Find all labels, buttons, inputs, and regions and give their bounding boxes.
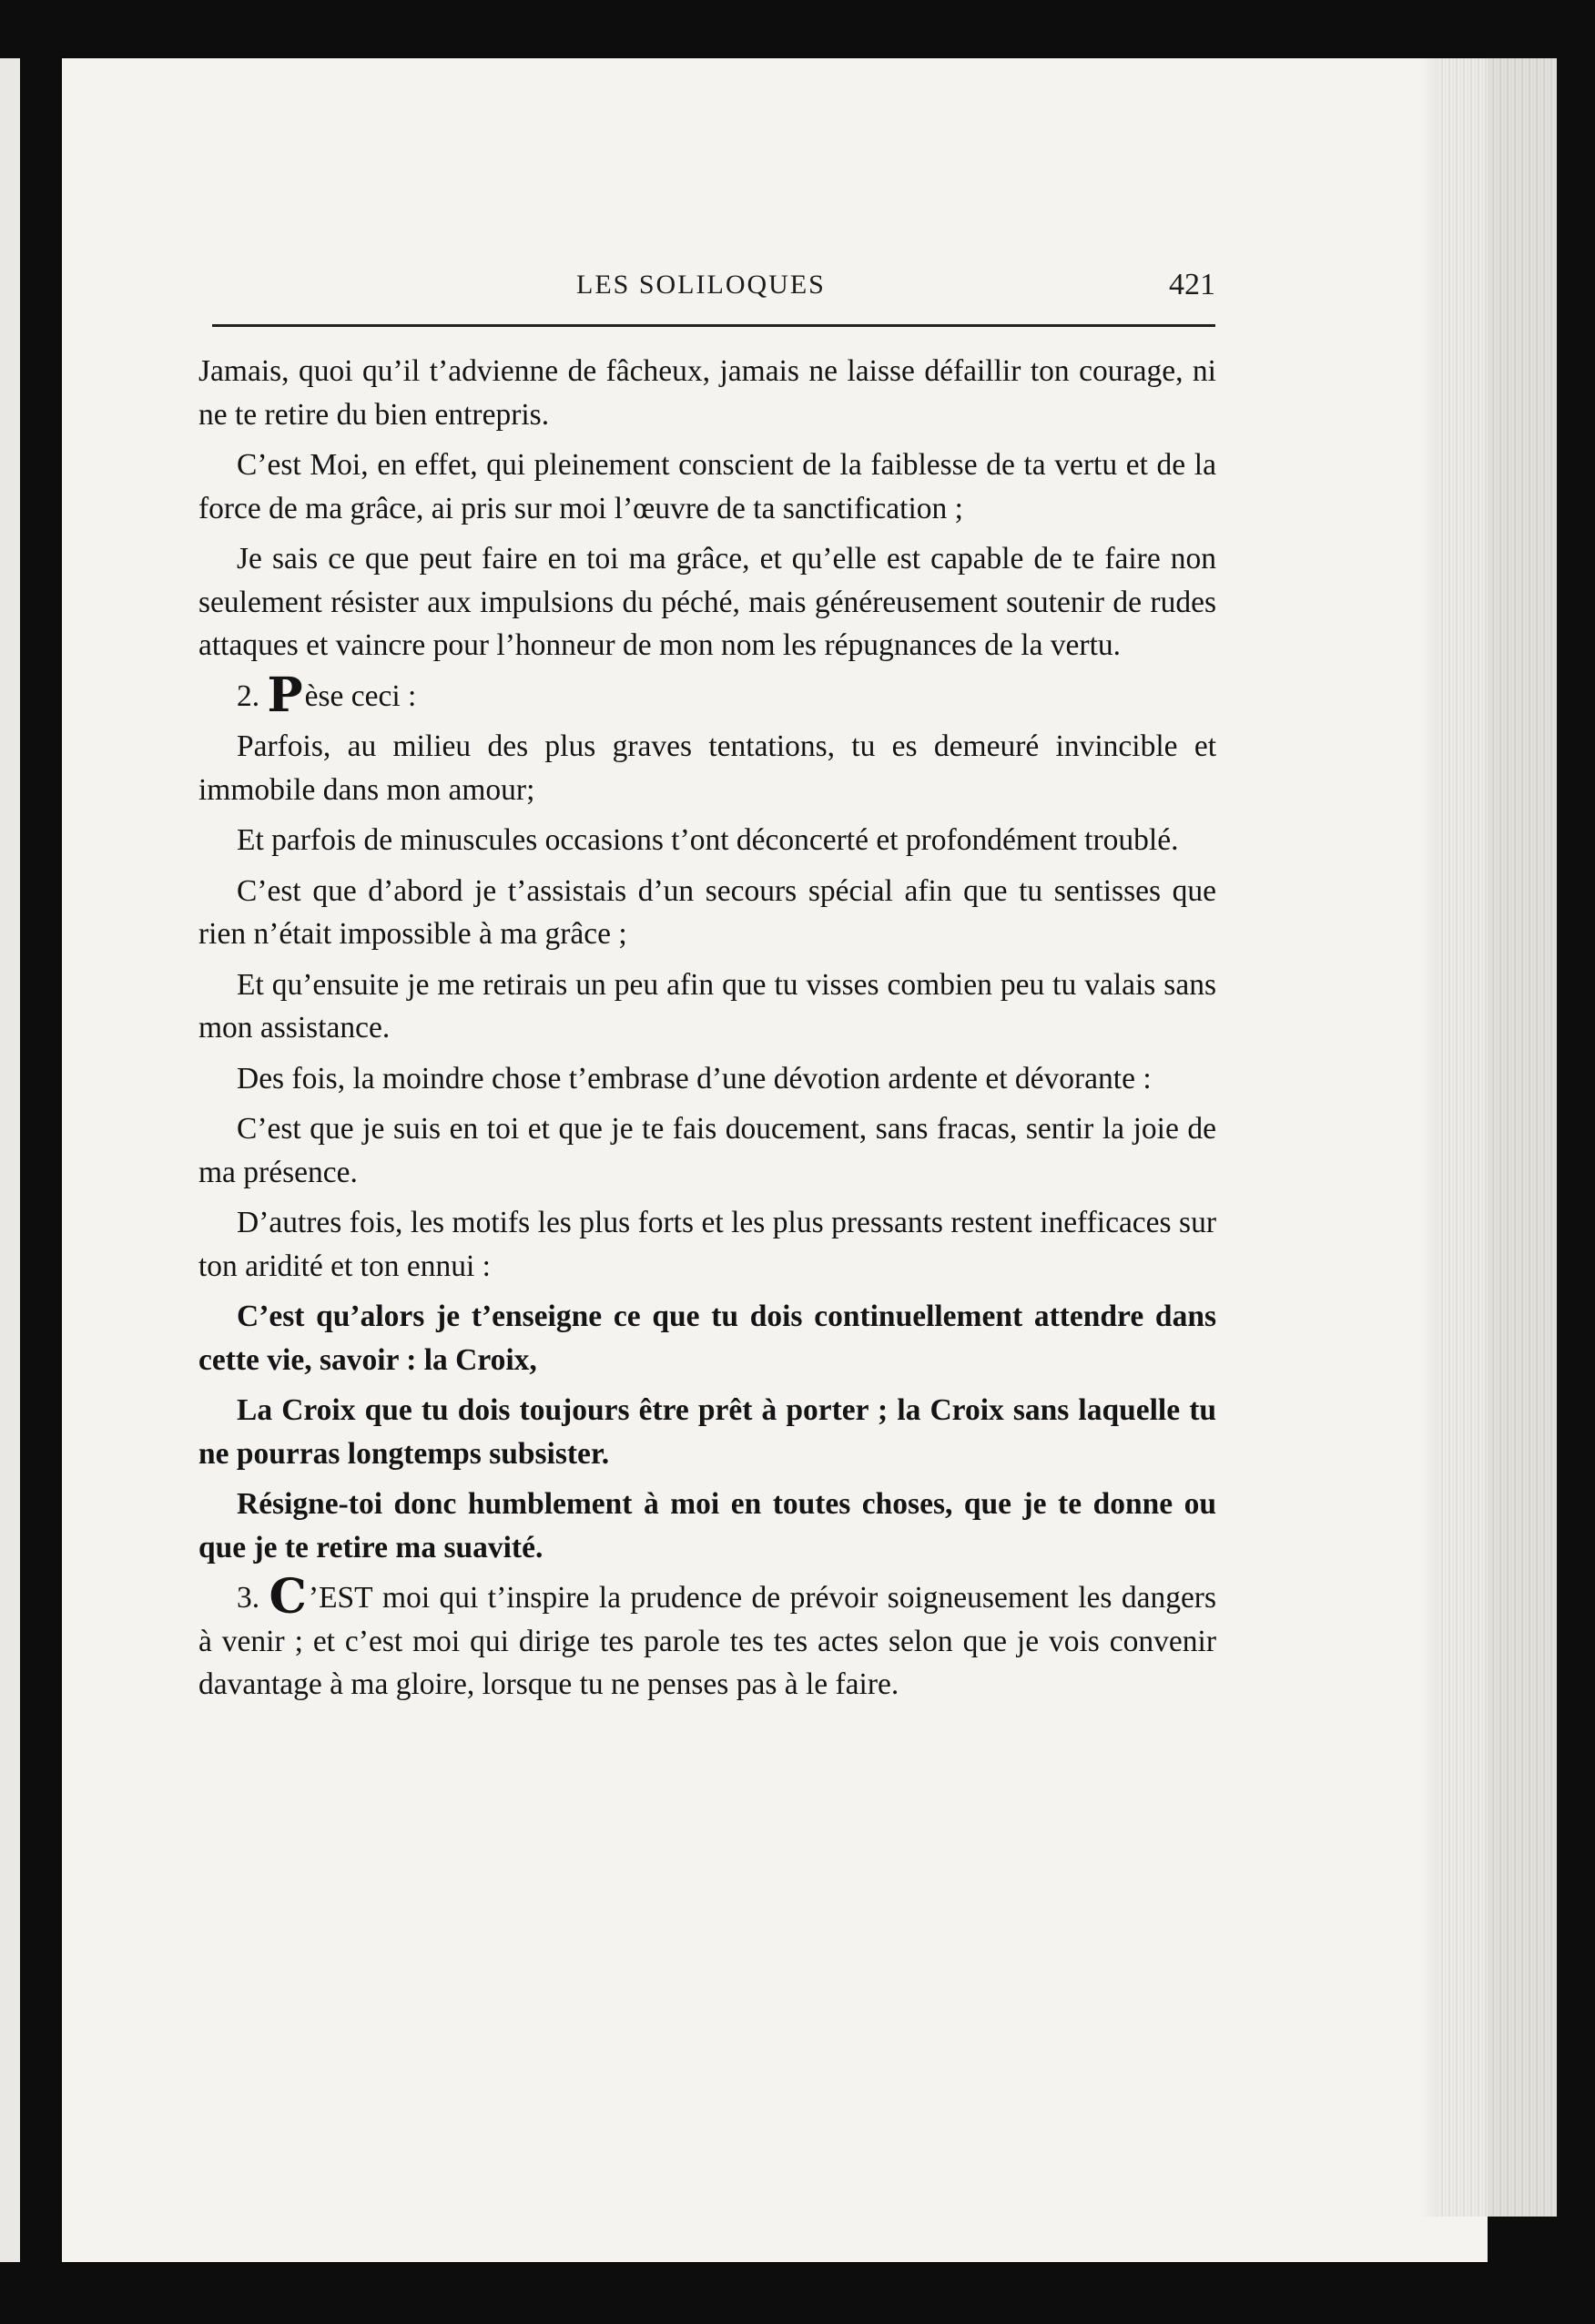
facing-page-edge xyxy=(0,58,20,2262)
page-number: 421 xyxy=(1169,268,1215,301)
paragraph: Et qu’ensuite je me retirais un peu afin que tu visses combien peu tu valais sans mon assistance. xyxy=(198,967,1216,1045)
paragraph: Des fois, la moindre chose t’embrase d’une dévotion ardente et dévorante : xyxy=(237,1061,1152,1096)
section-number: 3. xyxy=(237,1581,260,1615)
paragraph: D’autres fois, les motifs les plus forts et les plus pressants restent inefficaces sur ton aridité et ton ennui : xyxy=(198,1206,1216,1283)
running-head: LES SOLILOQUES xyxy=(576,270,826,300)
decorative-initial: C xyxy=(269,1569,307,1625)
section-3-paragraph xyxy=(198,1569,1216,1707)
decorative-initial: P xyxy=(267,667,303,723)
section-text: moi qui t’inspire la prudence de prévoir soigneusement les dangers à venir ; et c’est moi qui dirige tes parole tes tes actes selon que je vois convenir davantage à ma gloire, lorsque tu ne penses pas à le faire. xyxy=(198,1581,1216,1701)
paragraph: Et parfois de minuscules occasions t’ont déconcerté et profondément troublé. xyxy=(237,823,1179,857)
paragraph: Jamais, quoi qu’il t’advienne de fâcheux, jamais ne laisse défaillir ton courage, ni ne te retire du bien entrepris. xyxy=(198,354,1216,432)
paragraph: Parfois, au milieu des plus graves tentations, tu es demeuré invincible et immobile dans mon amour; xyxy=(198,729,1216,807)
section-heading-text: èse ceci : xyxy=(304,678,417,713)
body-text xyxy=(198,350,1216,1714)
paragraph: Résigne-toi donc humblement à moi en toutes choses, que je te donne ou que je te retire ma suavité. xyxy=(198,1487,1216,1565)
smallcaps-word: ’EST xyxy=(308,1581,373,1615)
paragraph: Je sais ce que peut faire en toi ma grâce, et qu’elle est capable de te faire non seulement résister aux impulsions du péché, mais généreusement soutenir de rudes attaques et vaincre pour l’honneur de mon nom les répugnances de la vertu. xyxy=(198,542,1216,662)
section-2-heading xyxy=(198,667,1216,723)
header-rule xyxy=(212,324,1215,327)
paragraph: La Croix que tu dois toujours être prêt à porter ; la Croix sans laquelle tu ne pourras longtemps subsister. xyxy=(198,1393,1216,1471)
book-fore-edge xyxy=(1438,58,1557,2217)
section-number: 2. xyxy=(237,678,260,713)
paragraph: C’est qu’alors je t’enseigne ce que tu dois continuellement attendre dans cette vie, savoir : la Croix, xyxy=(198,1300,1216,1377)
page-header xyxy=(212,270,1215,319)
paragraph: C’est que d’abord je t’assistais d’un secours spécial afin que tu sentisses que rien n’était impossible à ma grâce ; xyxy=(198,873,1216,951)
paragraph: C’est Moi, en effet, qui pleinement conscient de la faiblesse de ta vertu et de la force de ma grâce, ai pris sur moi l’œuvre de ta sanctification ; xyxy=(198,448,1216,525)
paragraph: C’est que je suis en toi et que je te fais doucement, sans fracas, sentir la joie de ma présence. xyxy=(198,1112,1216,1189)
